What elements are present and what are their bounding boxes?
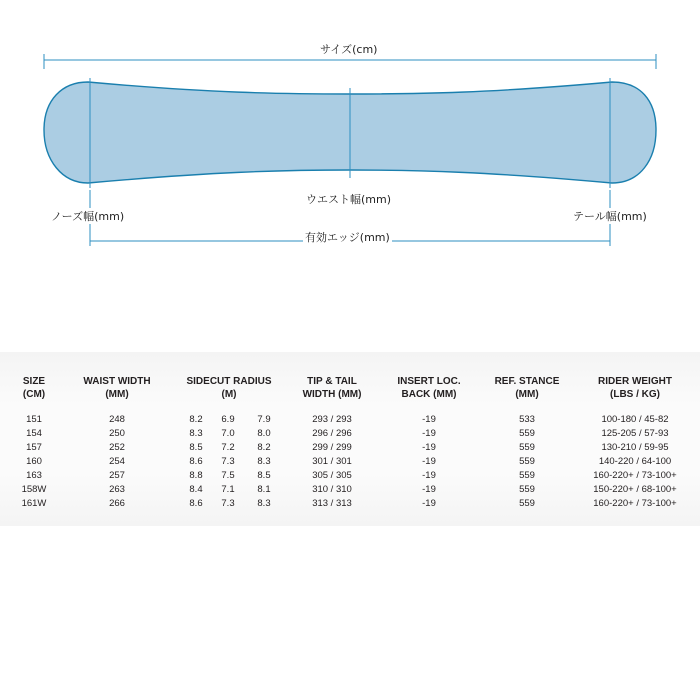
rider-weight-cell: 160-220+ / 73-100+ [593,470,677,481]
size-cell: 158W [21,484,47,495]
header-ref-stance: REF. STANCE (MM) [494,376,560,400]
waist-cell: 248 [109,414,125,425]
waist-cell: 250 [109,428,125,439]
header-size: SIZE (CM) [22,376,46,400]
spec-table [0,352,700,526]
sidecut-cell: 8.0 [257,428,271,439]
insert-cell: -19 [422,484,436,495]
stance-cell: 559 [519,498,535,509]
table-row [0,483,700,497]
sidecut-cell: 8.5 [189,442,203,453]
stance-cell: 559 [519,484,535,495]
table-row [0,497,700,511]
waist-cell: 252 [109,442,125,453]
rider-weight-cell: 125-205 / 57-93 [601,428,669,439]
table-row [0,427,700,441]
nose-width-label: ノーズ幅(mm) [51,210,125,223]
header-rider-weight: RIDER WEIGHT (LBS / KG) [598,376,672,400]
tail-width-label: テール幅(mm) [573,210,647,223]
stance-cell: 559 [519,456,535,467]
header-tip-tail-width: TIP & TAIL WIDTH (MM) [302,376,362,400]
stance-cell: 559 [519,442,535,453]
insert-cell: -19 [422,498,436,509]
waist-width-label: ウエスト幅(mm) [306,193,392,206]
sidecut-cell: 8.2 [257,442,271,453]
sidecut-cell: 8.6 [189,456,203,467]
header-insert-loc: INSERT LOC. BACK (MM) [397,376,461,400]
insert-cell: -19 [422,470,436,481]
sidecut-cell: 7.1 [221,484,235,495]
rider-weight-cell: 150-220+ / 68-100+ [593,484,677,495]
waist-cell: 254 [109,456,125,467]
tip-tail-cell: 301 / 301 [312,456,352,467]
rider-weight-cell: 160-220+ / 73-100+ [593,498,677,509]
sidecut-cell: 7.0 [221,428,235,439]
size-cell: 157 [26,442,42,453]
size-cell: 160 [26,456,42,467]
tip-tail-cell: 293 / 293 [312,414,352,425]
sidecut-cell: 6.9 [221,414,235,425]
sidecut-cell: 8.2 [189,414,203,425]
insert-cell: -19 [422,456,436,467]
sidecut-cell: 8.8 [189,470,203,481]
size-cell: 154 [26,428,42,439]
size-cell: 163 [26,470,42,481]
stance-cell: 559 [519,470,535,481]
sidecut-cell: 7.9 [257,414,271,425]
stance-cell: 559 [519,428,535,439]
sidecut-cell: 8.5 [257,470,271,481]
rider-weight-cell: 130-210 / 59-95 [601,442,669,453]
sidecut-cell: 7.3 [221,498,235,509]
sidecut-cell: 8.4 [189,484,203,495]
tip-tail-cell: 310 / 310 [312,484,352,495]
sidecut-cell: 8.1 [257,484,271,495]
size-cell: 161W [21,498,47,509]
header-sidecut-radius: SIDECUT RADIUS (M) [186,376,272,400]
sidecut-cell: 7.5 [221,470,235,481]
sidecut-cell: 8.3 [257,456,271,467]
tip-tail-cell: 305 / 305 [312,470,352,481]
rider-weight-cell: 100-180 / 45-82 [601,414,669,425]
tip-tail-cell: 299 / 299 [312,442,352,453]
insert-cell: -19 [422,428,436,439]
tip-tail-cell: 313 / 313 [312,498,352,509]
waist-cell: 266 [109,498,125,509]
stance-cell: 533 [519,414,535,425]
waist-cell: 257 [109,470,125,481]
sidecut-cell: 7.3 [221,456,235,467]
sidecut-cell: 8.3 [257,498,271,509]
size-cell: 151 [26,414,42,425]
insert-cell: -19 [422,414,436,425]
board-diagram [0,0,700,260]
table-row [0,455,700,469]
header-waist-width: WAIST WIDTH (MM) [83,376,151,400]
sidecut-cell: 8.6 [189,498,203,509]
size-label: サイズ(cm) [320,43,378,56]
insert-cell: -19 [422,442,436,453]
tip-tail-cell: 296 / 296 [312,428,352,439]
table-row [0,469,700,483]
rider-weight-cell: 140-220 / 64-100 [598,456,672,467]
table-row [0,441,700,455]
effective-edge-label: 有効エッジ(mm) [305,231,390,244]
sidecut-cell: 7.2 [221,442,235,453]
sidecut-cell: 8.3 [189,428,203,439]
spec-table-background [0,352,700,526]
table-row [0,413,700,427]
waist-cell: 263 [109,484,125,495]
